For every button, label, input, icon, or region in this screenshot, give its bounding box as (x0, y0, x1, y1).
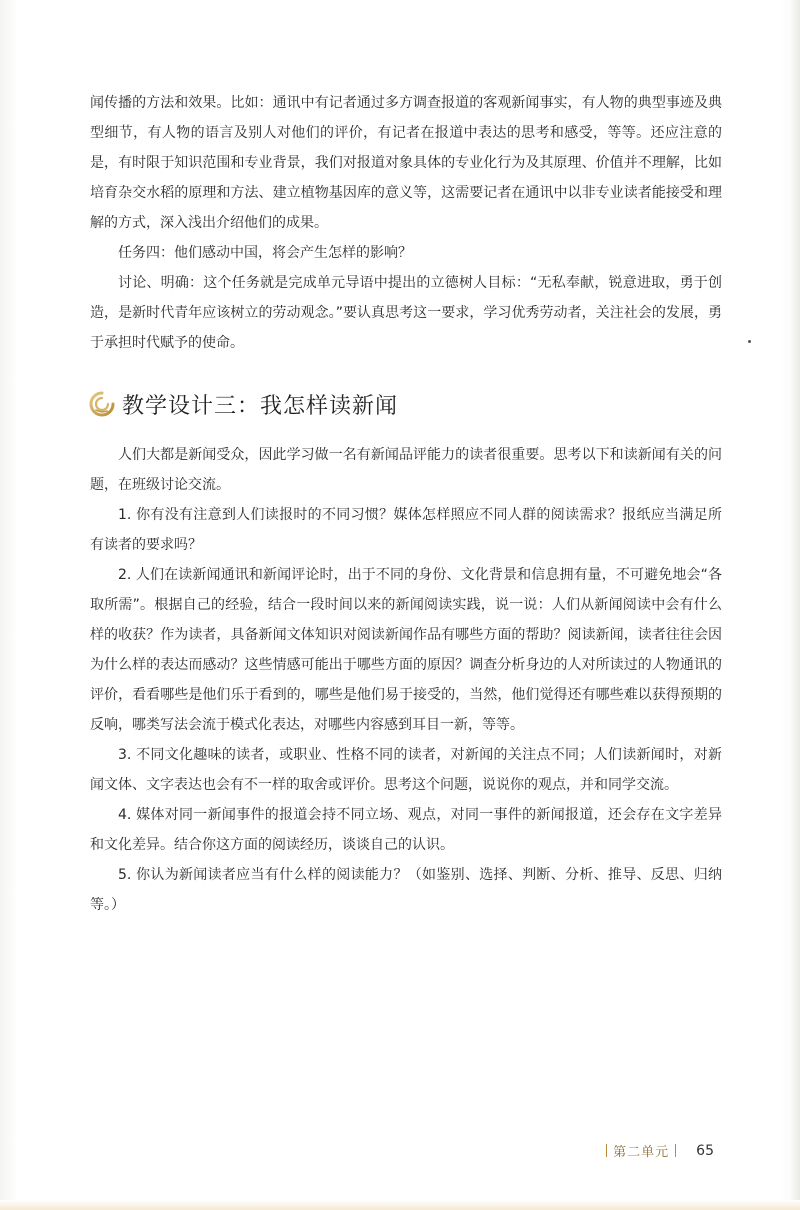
question-3: 3. 不同文化趣味的读者，或职业、性格不同的读者，对新闻的关注点不同；人们读新闻时，对新闻文体、文字表达也会有不一样的取舍或评价。思考这个问题，说说你的观点，并和同学交流。 (90, 747, 722, 793)
print-speck (748, 340, 751, 343)
unit-label: 第二单元 (613, 1145, 670, 1160)
bottom-edge (0, 1200, 800, 1210)
question-1: 1. 你有没有注意到人们读报时的不同习惯？媒体怎样照应不同人群的阅读需求？报纸应当满足所有读者的要求吗？ (90, 507, 722, 553)
page-edge-shadow (788, 0, 800, 1210)
divider (606, 1144, 607, 1157)
task-four-heading: 任务四：他们感动中国，将会产生怎样的影响？ (118, 245, 412, 261)
question-2: 2. 人们在读新闻通讯和新闻评论时，出于不同的身份、文化背景和信息拥有量，不可避免地会“各取所需”。根据自己的经验，结合一段时间以来的新闻阅读实践，说一说：人们从新闻阅读中会有什么样的收获？作为读者，具备新闻文体知识对阅读新闻作品有哪些方面的帮助？阅读新闻，读者往往会因为什么样的表达而感动？这些情感可能出于哪些方面的原因？调查分析身边的人对所读过的人物通讯的评价，看看哪些是他们乐于看到的，哪些是他们易于接受的，当然，他们觉得还有哪些难以获得预期的反响，哪类写法会流于模式化表达，对哪些内容感到耳目一新，等等。 (90, 567, 722, 733)
paragraph: 讨论、明确：这个任务就是完成单元导语中提出的立德树人目标：“无私奉献，锐意进取，勇于创造，是新时代青年应该树立的劳动观念。”要认真思考这一要求，学习优秀劳动者，关注社会的发展，勇于承担时代赋予的使命。 (90, 275, 722, 351)
bottom-text-block (90, 440, 722, 920)
divider (675, 1144, 676, 1157)
page-footer (600, 1141, 714, 1160)
page-number: 65 (696, 1142, 714, 1159)
section-heading (88, 386, 398, 422)
section-title: 教学设计三：我怎样读新闻 (122, 393, 399, 419)
spiral-icon (88, 390, 116, 418)
question-5: 5. 你认为新闻读者应当有什么样的阅读能力？（如鉴别、选择、判断、分析、推导、反思、归纳等。） (90, 867, 722, 913)
paragraph: 闻传播的方法和效果。比如：通讯中有记者通过多方调查报道的客观新闻事实，有人物的典型事迹及典型细节，有人物的语言及别人对他们的评价，有记者在报道中表达的思考和感受，等等。还应注意的是，有时限于知识范围和专业背景，我们对报道对象具体的专业化行为及其原理、价值并不理解，比如培育杂交水稻的原理和方法、建立植物基因库的意义等，这需要记者在通讯中以非专业读者能接受和理解的方式，深入浅出介绍他们的成果。 (90, 95, 722, 231)
question-4: 4. 媒体对同一新闻事件的报道会持不同立场、观点，对同一事件的新闻报道，还会存在文字差异和文化差异。结合你这方面的阅读经历，谈谈自己的认识。 (90, 807, 722, 853)
intro-paragraph: 人们大都是新闻受众，因此学习做一名有新闻品评能力的读者很重要。思考以下和读新闻有关的问题，在班级讨论交流。 (90, 447, 722, 493)
top-text-block (90, 88, 722, 358)
